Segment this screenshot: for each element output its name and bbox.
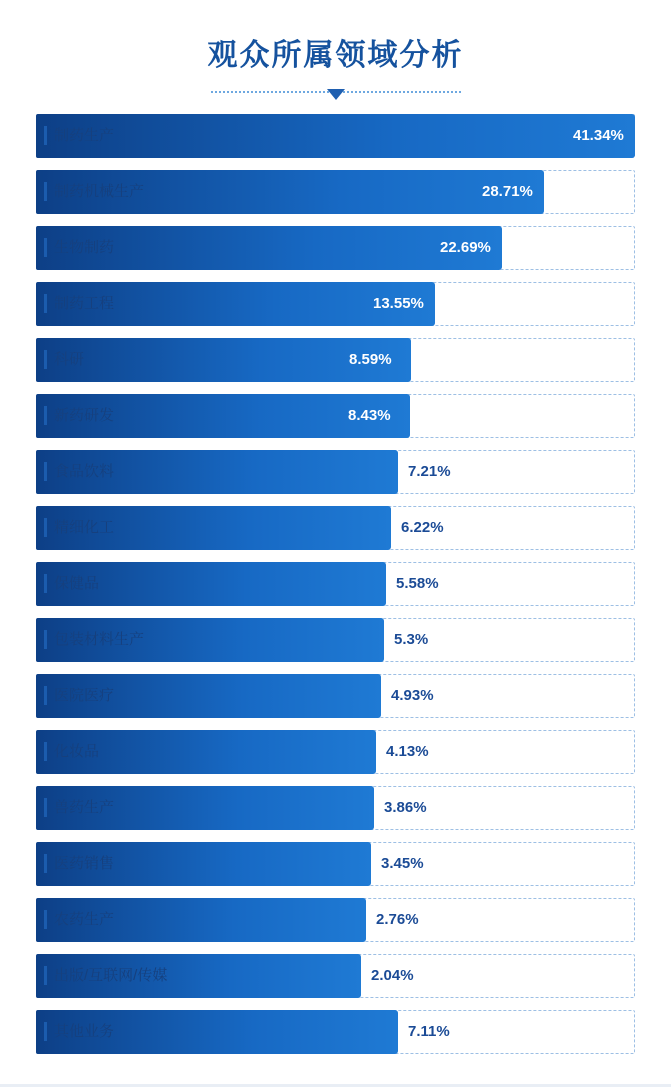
bar-row [36,954,635,998]
bar-category-label: 包装材料生产 [54,631,145,648]
bar-fill [36,114,635,158]
bar-category-label: 生物制药 [54,239,115,256]
bar-category-label: 新药研发 [54,407,115,424]
bar-value-label: 4.93% [391,687,434,704]
bar-row [36,730,635,774]
bar-tick-marker [44,854,47,873]
bar-category-label: 科研 [54,351,85,368]
bar-category-label: 制药机械生产 [54,183,145,200]
bar-tick-marker [44,294,47,313]
bar-tick-marker [44,742,47,761]
bar-category-label: 精细化工 [54,519,115,536]
bar-value-label: 22.69% [440,239,491,256]
bar-value-label: 8.59% [349,351,392,368]
bar-row [36,506,635,550]
bar-row [36,114,635,158]
bar-tick-marker [44,350,47,369]
bar-chart [36,114,635,1054]
bar-value-label: 4.13% [386,743,429,760]
bar-value-label: 8.43% [348,407,391,424]
bar-row [36,282,635,326]
bar-tick-marker [44,182,47,201]
bar-value-label: 6.22% [401,519,444,536]
bar-tick-marker [44,462,47,481]
bar-tick-marker [44,966,47,985]
bar-row [36,618,635,662]
bar-value-label: 7.11% [408,1023,450,1040]
bar-category-label: 食品饮料 [54,463,115,480]
bar-value-label: 2.04% [371,967,414,984]
bar-value-label: 3.86% [384,799,427,816]
bar-tick-marker [44,686,47,705]
bar-row [36,898,635,942]
bar-category-label: 化妆品 [54,743,100,760]
page-title: 观众所属领域分析 [207,39,464,72]
bar-row [36,450,635,494]
bar-row [36,226,635,270]
bar-value-label: 3.45% [381,855,424,872]
bar-tick-marker [44,238,47,257]
bar-category-label: 其他业务 [54,1023,115,1040]
bar-category-label: 医药销售 [54,855,115,872]
bar-tick-marker [44,910,47,929]
bar-row [36,786,635,830]
bar-value-label: 2.76% [376,911,419,928]
bar-row [36,338,635,382]
divider-arrow-icon [327,89,345,100]
bar-value-label: 5.58% [396,575,439,592]
bar-category-label: 制药生产 [54,127,115,144]
bar-tick-marker [44,406,47,425]
bar-tick-marker [44,630,47,649]
bar-row [36,842,635,886]
bar-tick-marker [44,574,47,593]
bar-category-label: 农药生产 [54,911,115,928]
bar-value-label: 28.71% [482,183,533,200]
bar-category-label: 保健品 [54,575,100,592]
bar-value-label: 13.55% [373,295,424,312]
bar-row [36,170,635,214]
bar-row [36,1010,635,1054]
bar-row [36,674,635,718]
bar-category-label: 兽药生产 [54,799,115,816]
bar-category-label: 医院医疗 [54,687,115,704]
bar-tick-marker [44,798,47,817]
bar-row [36,394,635,438]
bar-tick-marker [44,126,47,145]
title-divider [36,84,635,106]
bar-row [36,562,635,606]
bar-value-label: 7.21% [408,463,451,480]
bar-category-label: 制药工程 [54,295,115,312]
bar-tick-marker [44,1022,47,1041]
bar-value-label: 41.34% [573,127,624,144]
bar-category-label: 出版/互联网/传媒 [54,967,168,984]
bar-value-label: 5.3% [394,631,429,648]
bar-tick-marker [44,518,47,537]
